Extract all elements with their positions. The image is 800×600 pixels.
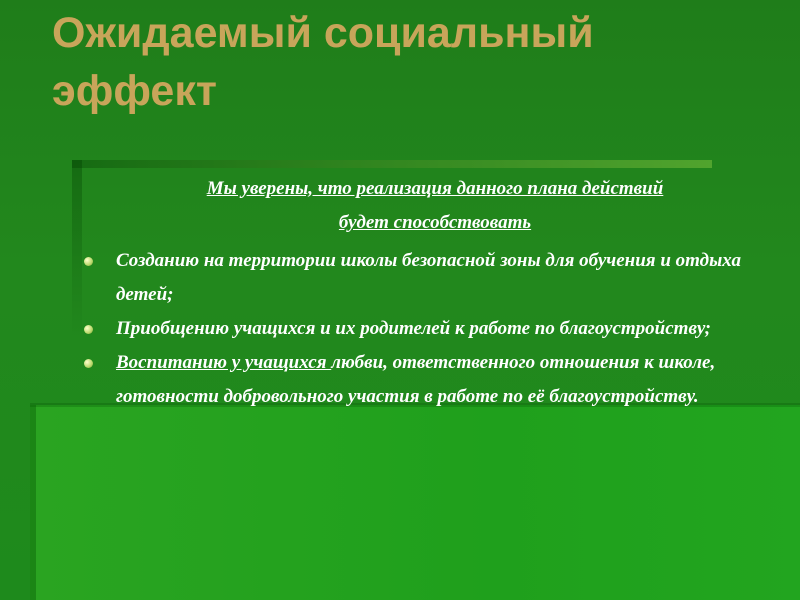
list-item-text-underlined: Воспитанию у учащихся [116,352,332,373]
intro-text [80,172,770,240]
slide-title-line1: Ожидаемый социальный [52,9,594,57]
decorative-panel-left-edge [30,405,36,600]
list-item-text: любви, ответственного отношения к школе, готовности добровольного участия в работе по её благоустройству. [116,352,716,407]
list-item [80,312,770,346]
decorative-lower-panel [30,405,800,600]
slide-title [52,4,772,120]
list-item-text: Созданию на территории школы безопасной зоны для обучения и отдыха детей; [116,250,742,305]
intro-line1: Мы уверены, что реализация данного плана действий [206,178,664,199]
bullet-dot-icon [84,325,93,334]
decorative-top-bar [72,160,712,168]
bullet-dot-icon [84,257,93,266]
intro-line2: будет способствовать [338,212,532,233]
list-item [80,244,770,312]
bullet-list [80,244,770,414]
slide-title-line2: эффект [52,67,217,115]
slide-body [80,172,770,414]
list-item-text: Приобщению учащихся и их родителей к работе по благоустройству; [116,318,711,339]
list-item [80,346,770,414]
bullet-dot-icon [84,359,93,368]
